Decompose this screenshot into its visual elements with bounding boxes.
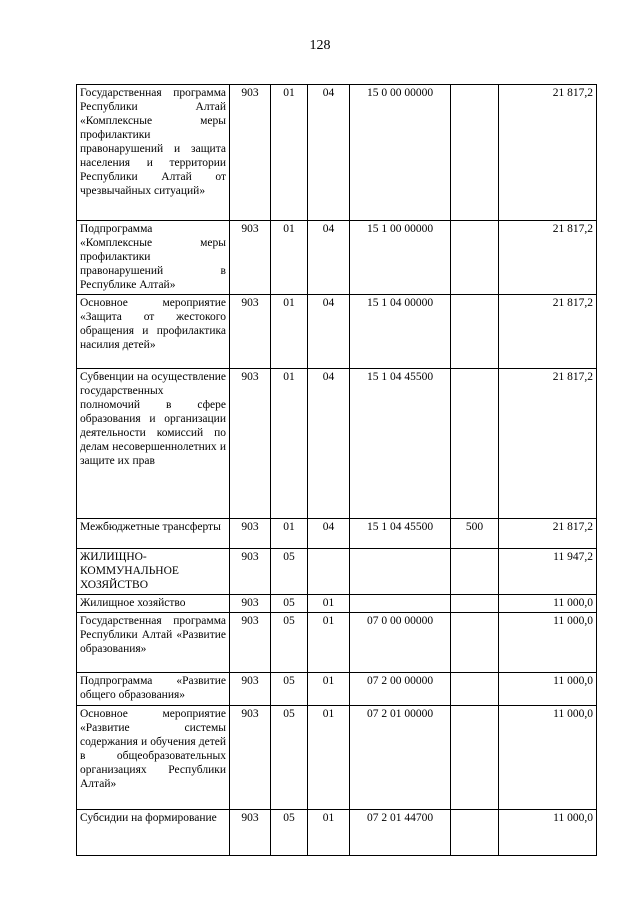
row-target: 15 1 04 00000 <box>350 295 451 369</box>
row-type <box>451 85 499 221</box>
row-subsection: 04 <box>308 369 350 519</box>
row-section: 05 <box>271 706 308 810</box>
row-ministry: 903 <box>230 85 271 221</box>
page-number: 128 <box>309 38 331 53</box>
row-type <box>451 706 499 810</box>
table-row <box>77 673 597 706</box>
row-ministry: 903 <box>230 613 271 673</box>
row-name: Субвенции на осуществление государственных полномочий в сфере образования и организации деятельности комиссий по делам несовершеннолетних и защите их прав <box>77 369 230 519</box>
row-type: 500 <box>451 519 499 549</box>
row-name: Государственная программа Республики Алтай «Комплексные меры профилактики правонарушений и защита населения и территории Республики Алтай от чрезвычайных ситуаций» <box>77 85 230 221</box>
row-section: 05 <box>271 595 308 613</box>
row-section: 01 <box>271 369 308 519</box>
row-subsection: 01 <box>308 706 350 810</box>
row-name: Подпрограмма «Комплексные меры профилактики правонарушений в Республике Алтай» <box>77 221 230 295</box>
row-section: 05 <box>271 549 308 595</box>
table-row <box>77 613 597 673</box>
table-row <box>77 295 597 369</box>
row-ministry: 903 <box>230 369 271 519</box>
row-amount: 21 817,2 <box>499 85 597 221</box>
row-amount: 21 817,2 <box>499 295 597 369</box>
row-section: 05 <box>271 613 308 673</box>
row-subsection: 01 <box>308 810 350 856</box>
table-row <box>77 519 597 549</box>
row-section: 01 <box>271 221 308 295</box>
row-amount: 11 000,0 <box>499 673 597 706</box>
row-section: 05 <box>271 673 308 706</box>
row-amount: 11 947,2 <box>499 549 597 595</box>
table-row <box>77 810 597 856</box>
table-row <box>77 549 597 595</box>
row-ministry: 903 <box>230 706 271 810</box>
row-name: Основное мероприятие «Защита от жестокого обращения и профилактика насилия детей» <box>77 295 230 369</box>
row-type <box>451 295 499 369</box>
table-row <box>77 595 597 613</box>
row-name: Основное мероприятие «Развитие системы содержания и обучения детей в общеобразовательных организациях Республики Алтай» <box>77 706 230 810</box>
row-type <box>451 221 499 295</box>
row-target: 07 0 00 00000 <box>350 613 451 673</box>
row-amount: 21 817,2 <box>499 369 597 519</box>
row-type <box>451 810 499 856</box>
row-subsection: 04 <box>308 221 350 295</box>
row-name: Государственная программа Республики Алтай «Развитие образования» <box>77 613 230 673</box>
row-type <box>451 673 499 706</box>
row-ministry: 903 <box>230 221 271 295</box>
row-subsection: 04 <box>308 295 350 369</box>
row-type <box>451 613 499 673</box>
row-subsection: 01 <box>308 673 350 706</box>
row-name: Подпрограмма «Развитие общего образования» <box>77 673 230 706</box>
row-ministry: 903 <box>230 673 271 706</box>
row-ministry: 903 <box>230 519 271 549</box>
row-target <box>350 549 451 595</box>
row-ministry: 903 <box>230 295 271 369</box>
row-target: 15 1 00 00000 <box>350 221 451 295</box>
row-subsection: 04 <box>308 85 350 221</box>
row-type <box>451 369 499 519</box>
row-section: 01 <box>271 85 308 221</box>
row-target: 07 2 01 00000 <box>350 706 451 810</box>
row-amount: 21 817,2 <box>499 519 597 549</box>
row-name: Межбюджетные трансферты <box>77 519 230 549</box>
row-amount: 11 000,0 <box>499 613 597 673</box>
row-name: ЖИЛИЩНО-КОММУНАЛЬНОЕ ХОЗЯЙСТВО <box>77 549 230 595</box>
table-row <box>77 85 597 221</box>
row-section: 05 <box>271 810 308 856</box>
row-amount: 11 000,0 <box>499 810 597 856</box>
table-row <box>77 706 597 810</box>
row-ministry: 903 <box>230 549 271 595</box>
row-amount: 11 000,0 <box>499 706 597 810</box>
row-name: Жилищное хозяйство <box>77 595 230 613</box>
row-name: Субсидии на формирование <box>77 810 230 856</box>
table-row <box>77 369 597 519</box>
row-target: 15 0 00 00000 <box>350 85 451 221</box>
budget-table <box>76 84 597 856</box>
row-subsection: 01 <box>308 595 350 613</box>
row-amount: 11 000,0 <box>499 595 597 613</box>
row-ministry: 903 <box>230 595 271 613</box>
row-target: 15 1 04 45500 <box>350 369 451 519</box>
row-target <box>350 595 451 613</box>
table-row <box>77 221 597 295</box>
row-subsection: 04 <box>308 519 350 549</box>
row-amount: 21 817,2 <box>499 221 597 295</box>
row-subsection: 01 <box>308 613 350 673</box>
row-type <box>451 549 499 595</box>
row-target: 15 1 04 45500 <box>350 519 451 549</box>
row-type <box>451 595 499 613</box>
row-subsection <box>308 549 350 595</box>
row-ministry: 903 <box>230 810 271 856</box>
row-target: 07 2 01 44700 <box>350 810 451 856</box>
row-section: 01 <box>271 519 308 549</box>
row-section: 01 <box>271 295 308 369</box>
row-target: 07 2 00 00000 <box>350 673 451 706</box>
